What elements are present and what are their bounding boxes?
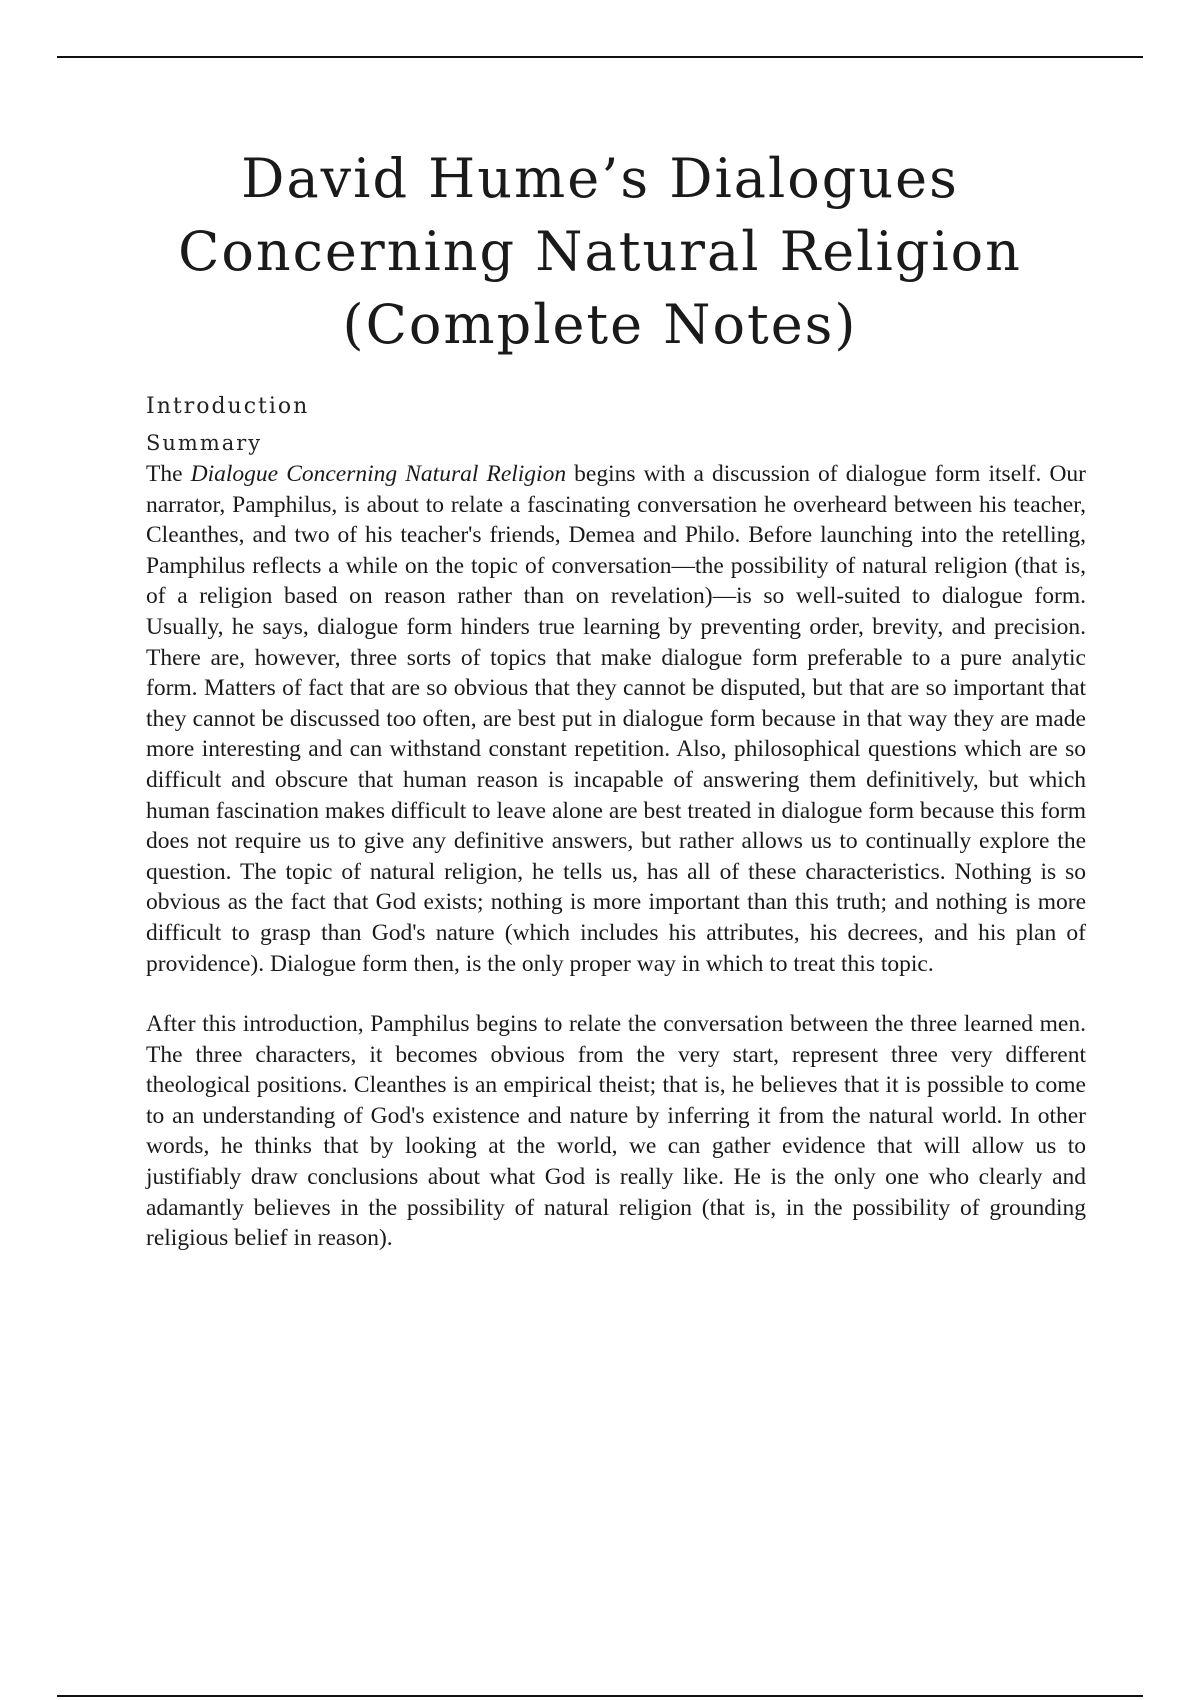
top-rule [57, 56, 1143, 58]
paragraph-1 [146, 459, 1086, 979]
bottom-rule [57, 1695, 1143, 1697]
document-title [100, 142, 1100, 361]
title-line-3: (Complete Notes) [342, 293, 858, 356]
title-line-1: David Hume’s Dialogues [241, 147, 959, 210]
section-heading: Introduction [146, 394, 310, 419]
paragraph-1-text: begins with a discussion of dialogue form itself. Our narrator, Pamphilus, is about to relate a fascinating conversation he overheard between his teacher, Cleanthes, and two of his teacher's friends, Demea and Philo. Before launching into the retelling, Pamphilus reflects a while on the topic of conversation—the possibility of natural religion (that is, of a religion based on reason rather than on revelation)—is so well-suited to dialogue form. Usually, he says, dialogue form hinders true learning by preventing order, brevity, and precision. There are, however, three sorts of topics that make dialogue form preferable to a pure analytic form. Matters of fact that are so obvious that they cannot be disputed, but that are so important that they cannot be discussed too often, are best put in dialogue form because in that way they are made more interesting and can withstand constant repetition. Also, philosophical questions which are so difficult and obscure that human reason is incapable of answering them definitively, but which human fascination makes difficult to leave alone are best treated in dialogue form because this form does not require us to give any definitive answers, but rather allows us to continually explore the question. The topic of natural religion, he tells us, has all of these characteristics. Nothing is so obvious as the fact that God exists; nothing is more important than this truth; and nothing is more difficult to grasp than God's nature (which includes his attributes, his decrees, and his plan of providence). Dialogue form then, is the only proper way in which to treat this topic. [146, 461, 1087, 977]
paragraph-1-prefix: The [146, 461, 191, 487]
paragraph-2: After this introduction, Pamphilus begins to relate the conversation between the three learned men. The three characters, it becomes obvious from the very start, represent three very different theological positions. Cleanthes is an empirical theist; that is, he believes that it is possible to come to an understanding of God's existence and nature by inferring it from the natural world. In other words, he thinks that by looking at the world, we can gather evidence that will allow us to justifiably draw conclusions about what God is really like. He is the only one who clearly and adamantly believes in the possibility of natural religion (that is, in the possibility of grounding religious belief in reason). [146, 1011, 1086, 1252]
title-line-2: Concerning Natural Religion [178, 220, 1022, 283]
document-body [146, 392, 1086, 1254]
paragraph-1-book-title: Dialogue Concerning Natural Religion [190, 461, 567, 487]
sub-heading: Summary [146, 431, 263, 455]
